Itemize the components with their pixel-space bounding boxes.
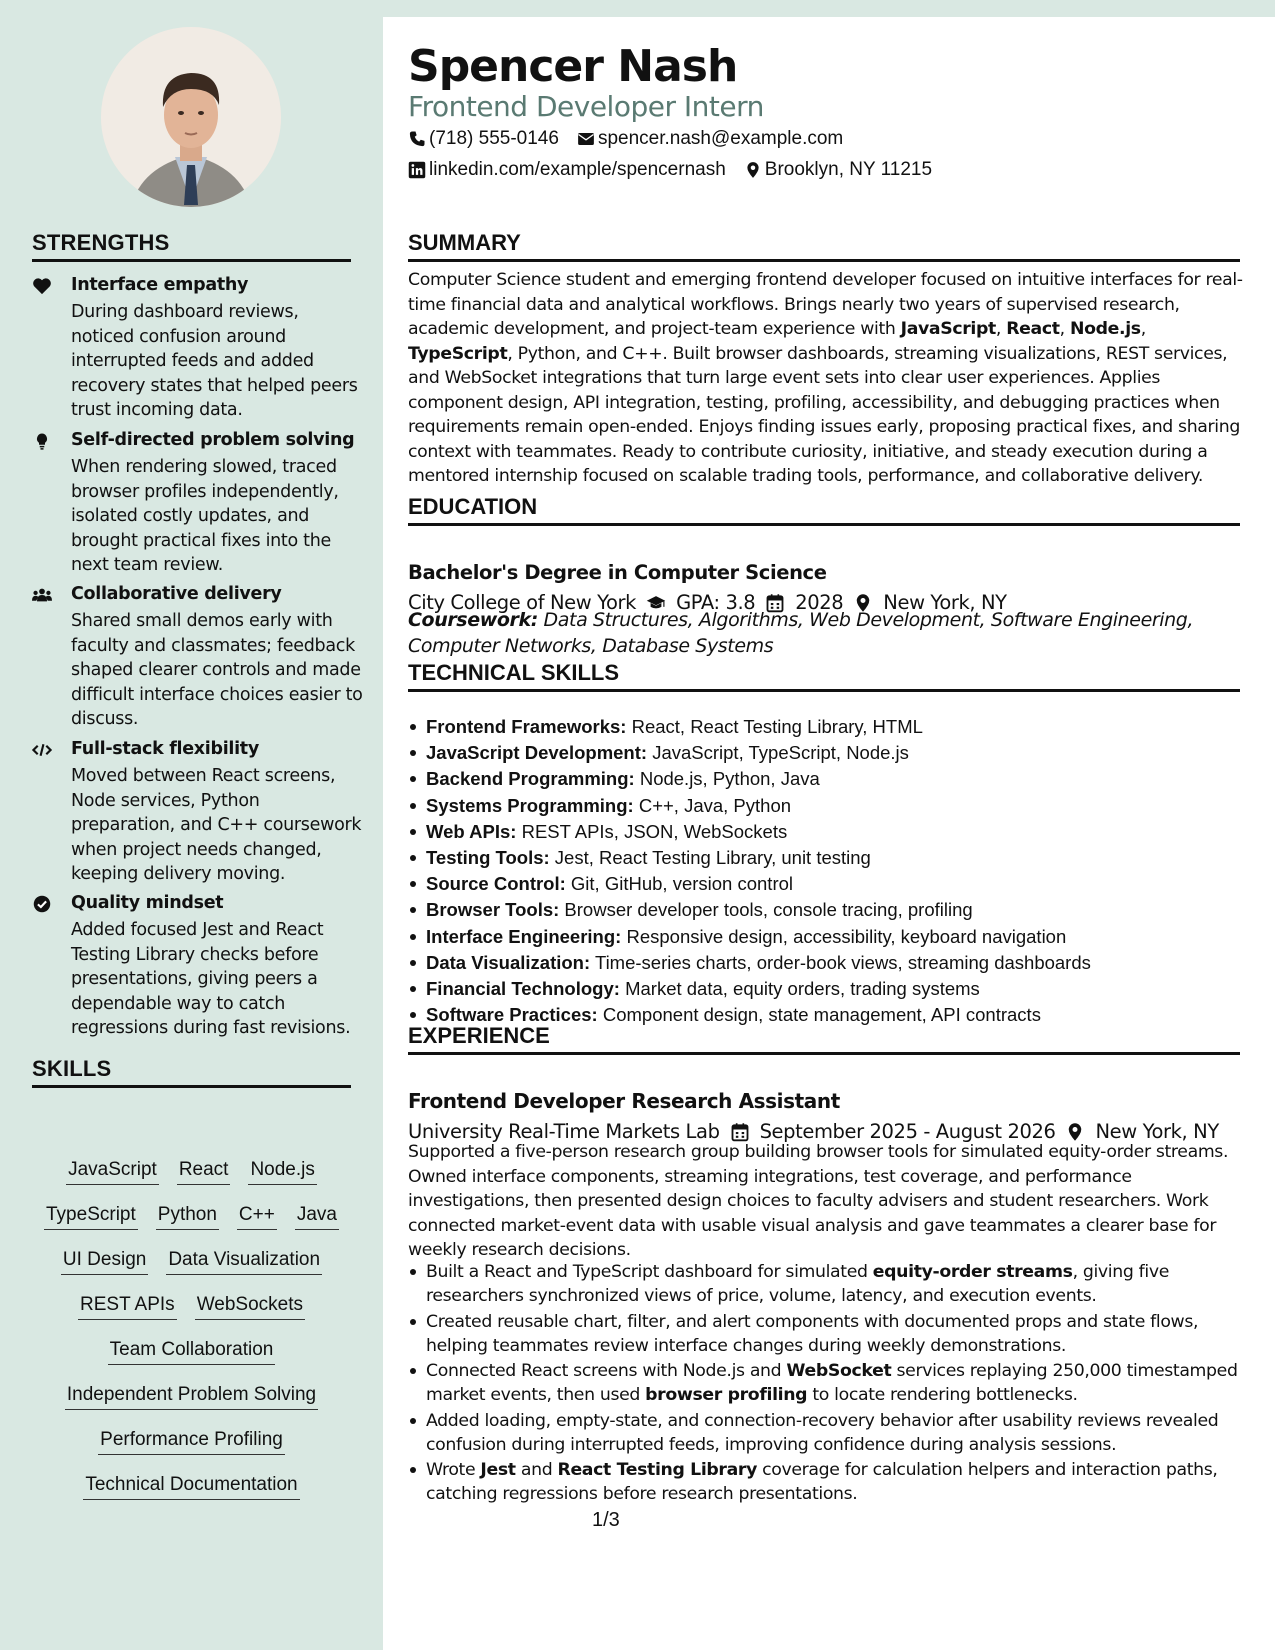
skills-row: [32, 1473, 351, 1518]
technical-skill-value: React, React Testing Library, HTML: [626, 716, 923, 737]
education-location: New York, NY: [883, 591, 1007, 614]
technical-skill-label: Software Practices:: [426, 1004, 598, 1026]
technical-skill-label: Backend Programming:: [426, 768, 635, 790]
experience-bullet: Wrote Jest and React Testing Library coverage for calculation helpers and interaction paths, catching regressions before research presentations.: [408, 1458, 1244, 1506]
technical-skill-label: JavaScript Development:: [426, 742, 648, 764]
skills-row: [32, 1338, 351, 1383]
skill-tag: Independent Problem Solving: [65, 1383, 318, 1410]
strength-title: Self-directed problem solving: [71, 430, 355, 450]
technical-skill-label: Financial Technology:: [426, 977, 620, 999]
experience-dates: September 2025 - August 2026: [759, 1120, 1056, 1143]
technical-skill-label: Web APIs:: [426, 820, 517, 842]
school-name: City College of New York: [408, 591, 637, 614]
skill-tag: REST APIs: [78, 1293, 177, 1320]
technical-skill-item: [408, 897, 1244, 923]
technical-skill-value: C++, Java, Python: [633, 794, 792, 816]
education-heading: EDUCATION: [408, 494, 1240, 526]
technical-skill-item: [408, 845, 1244, 871]
strength-title: Interface empathy: [71, 275, 249, 295]
technical-skill-value: Jest, React Testing Library, unit testing: [549, 846, 871, 868]
skills-list: [32, 1158, 351, 1518]
gpa-text: GPA: 3.8: [676, 591, 756, 614]
phone-icon: [408, 130, 426, 148]
summary-heading: SUMMARY: [408, 230, 1240, 262]
technical-skill-item: [408, 819, 1244, 845]
coursework: [408, 607, 1244, 659]
sidebar: [0, 0, 383, 1650]
technical-skill-item: [408, 950, 1244, 976]
technical-skills-heading: TECHNICAL SKILLS: [408, 660, 1240, 692]
code-icon: [32, 741, 54, 761]
skill-tag: Data Visualization: [166, 1248, 322, 1275]
technical-skill-item: [408, 740, 1244, 766]
skill-tag: Performance Profiling: [98, 1428, 285, 1455]
users-icon: [32, 586, 54, 606]
technical-skill-item: [408, 924, 1244, 950]
degree-title: Bachelor's Degree in Computer Science: [408, 561, 827, 584]
technical-skill-label: Frontend Frameworks:: [426, 716, 627, 737]
strength-description: During dashboard reviews, noticed confusion around interrupted feeds and added recovery states that helped peers trust incoming data.: [71, 302, 358, 420]
skill-tag: Java: [295, 1203, 339, 1230]
strength-description: Moved between React screens, Node services, Python preparation, and C++ coursework when project needs changed, keeping delivery moving.: [71, 766, 362, 884]
strength-title: Collaborative delivery: [71, 584, 282, 604]
map-pin-icon: [1065, 1122, 1085, 1142]
heart-icon: [32, 277, 54, 297]
job-title: Frontend Developer Intern: [408, 90, 764, 123]
linkedin-link[interactable]: linkedin.com/example/spencernash: [429, 159, 726, 180]
technical-skill-label: Interface Engineering:: [426, 925, 622, 947]
experience-heading: EXPERIENCE: [408, 1023, 1240, 1055]
skills-row: [32, 1428, 351, 1473]
email-icon: [577, 130, 595, 148]
skill-tag: C++: [237, 1203, 277, 1230]
experience-role: Frontend Developer Research Assistant: [408, 1089, 840, 1113]
email-link[interactable]: spencer.nash@example.com: [597, 128, 844, 149]
experience-description: Supported a five-person research group building browser tools for simulated equity-order streams. Owned interface components, streaming integrations, test coverage, and performance investigations, then presented design choices to faculty advisers and student researchers. Work connected market-event data with usable visual analysis and gave teammates a clearer base for weekly research decisions.: [408, 1142, 1229, 1260]
experience-bullet: Added loading, empty-state, and connection-recovery behavior after usability reviews revealed confusion during interrupted feeds, improving confidence during analysis sessions.: [408, 1409, 1244, 1457]
skill-tag: Python: [156, 1203, 219, 1230]
phone-text: (718) 555-0146: [429, 128, 559, 149]
technical-skill-value: Time-series charts, order-book views, streaming dashboards: [590, 951, 1091, 973]
technical-skill-value: JavaScript, TypeScript, Node.js: [647, 742, 909, 764]
strength-title: Quality mindset: [71, 893, 224, 913]
strengths-heading: STRENGTHS: [32, 230, 351, 262]
technical-skill-item: [408, 871, 1244, 897]
candidate-name: Spencer Nash: [408, 41, 738, 92]
technical-skill-label: Systems Programming:: [426, 794, 634, 816]
skills-heading: SKILLS: [32, 1056, 351, 1088]
profile-photo-image: [101, 27, 281, 207]
lightbulb-icon: [32, 432, 54, 452]
experience-bullet: Built a React and TypeScript dashboard for simulated equity-order streams, giving five researchers synchronized views of price, volume, latency, and execution events.: [408, 1260, 1244, 1308]
technical-skill-item: [408, 766, 1244, 792]
technical-skill-label: Testing Tools:: [426, 846, 550, 868]
skill-tag: UI Design: [61, 1248, 148, 1275]
experience-location: New York, NY: [1095, 1120, 1219, 1143]
main-content: [383, 17, 1275, 1650]
location-text: Brooklyn, NY 11215: [764, 159, 933, 180]
skill-tag: JavaScript: [66, 1158, 159, 1185]
calendar-icon: [730, 1122, 750, 1142]
summary-text: Computer Science student and emerging frontend developer focused on intuitive interfaces for real-time financial data and analytical workflows. Brings nearly two years of supervised research, academic development, and project-team experience with JavaScript, React, Node.js, TypeScript, Python, and C++. Built browser dashboards, streaming visualizations, REST services, and WebSocket integrations that turn large event sets into clear user experiences. Applies component design, API integration, testing, profiling, accessibility, and debugging practices when requirements remain open-ended. Enjoys finding issues early, proposing practical fixes, and sharing context with teammates. Ready to contribute curiosity, initiative, and steady execution during a mentored internship focused on scalable trading tools, performance, and collaborative delivery.: [408, 270, 1243, 486]
page-number: 1/3: [592, 1509, 620, 1531]
skill-tag: React: [177, 1158, 231, 1185]
linkedin-icon: [408, 161, 426, 179]
skill-tag: Node.js: [248, 1158, 316, 1185]
technical-skill-value: Component design, state management, API contracts: [597, 1004, 1041, 1026]
experience-bullets: [408, 1260, 1244, 1508]
map-pin-icon: [744, 161, 762, 179]
technical-skill-item: [408, 976, 1244, 1002]
technical-skill-value: Responsive design, accessibility, keyboard navigation: [621, 925, 1067, 947]
technical-skill-label: Source Control:: [426, 873, 566, 895]
technical-skill-value: Git, GitHub, version control: [565, 873, 794, 895]
skill-tag: WebSockets: [195, 1293, 305, 1320]
skill-tag: TypeScript: [44, 1203, 138, 1230]
coursework-label: Coursework:: [408, 609, 538, 631]
strength-description: Shared small demos early with faculty and classmates; feedback shaped clearer controls and made difficult interface choices easier to discuss.: [71, 611, 363, 729]
skills-row: [32, 1293, 351, 1338]
experience-bullet: Created reusable chart, filter, and alert components with documented props and state flows, helping teammates review interface changes during weekly demonstrations.: [408, 1310, 1244, 1358]
technical-skill-value: Browser developer tools, console tracing, profiling: [559, 899, 973, 921]
graduation-year: 2028: [795, 591, 844, 614]
strength-description: Added focused Jest and React Testing Library checks before presentations, giving peers a dependable way to catch regressions during fast revisions.: [71, 920, 351, 1038]
experience-bullet: Connected React screens with Node.js and WebSocket services replaying 250,000 timestamped market events, then used browser profiling to locate rendering bottlenecks.: [408, 1359, 1244, 1407]
technical-skill-item: [408, 714, 1244, 740]
skills-row: [32, 1248, 351, 1293]
technical-skill-label: Data Visualization:: [426, 951, 591, 973]
profile-photo: [101, 27, 281, 207]
contact-row: [408, 128, 843, 150]
contact-row: [408, 159, 932, 181]
check-circle-icon: [32, 895, 54, 915]
skills-row: [32, 1158, 351, 1203]
technical-skill-label: Browser Tools:: [426, 899, 560, 921]
technical-skill-item: [408, 793, 1244, 819]
skill-tag: Team Collaboration: [108, 1338, 276, 1365]
strength-description: When rendering slowed, traced browser profiles independently, isolated costly updates, and brought practical fixes into the next team review.: [71, 457, 339, 575]
experience-org: University Real-Time Markets Lab: [408, 1120, 720, 1143]
technical-skill-value: REST APIs, JSON, WebSockets: [516, 820, 788, 842]
skills-row: [32, 1203, 351, 1248]
strength-title: Full-stack flexibility: [71, 739, 259, 759]
coursework-list: Data Structures, Algorithms, Web Development, Software Engineering, Computer Networks, Database Systems: [408, 609, 1194, 657]
technical-skill-value: Node.js, Python, Java: [634, 768, 820, 790]
skills-row: [32, 1383, 351, 1428]
technical-skill-value: Market data, equity orders, trading systems: [619, 977, 980, 999]
technical-skills-list: [408, 714, 1244, 1028]
skill-tag: Technical Documentation: [83, 1473, 299, 1500]
